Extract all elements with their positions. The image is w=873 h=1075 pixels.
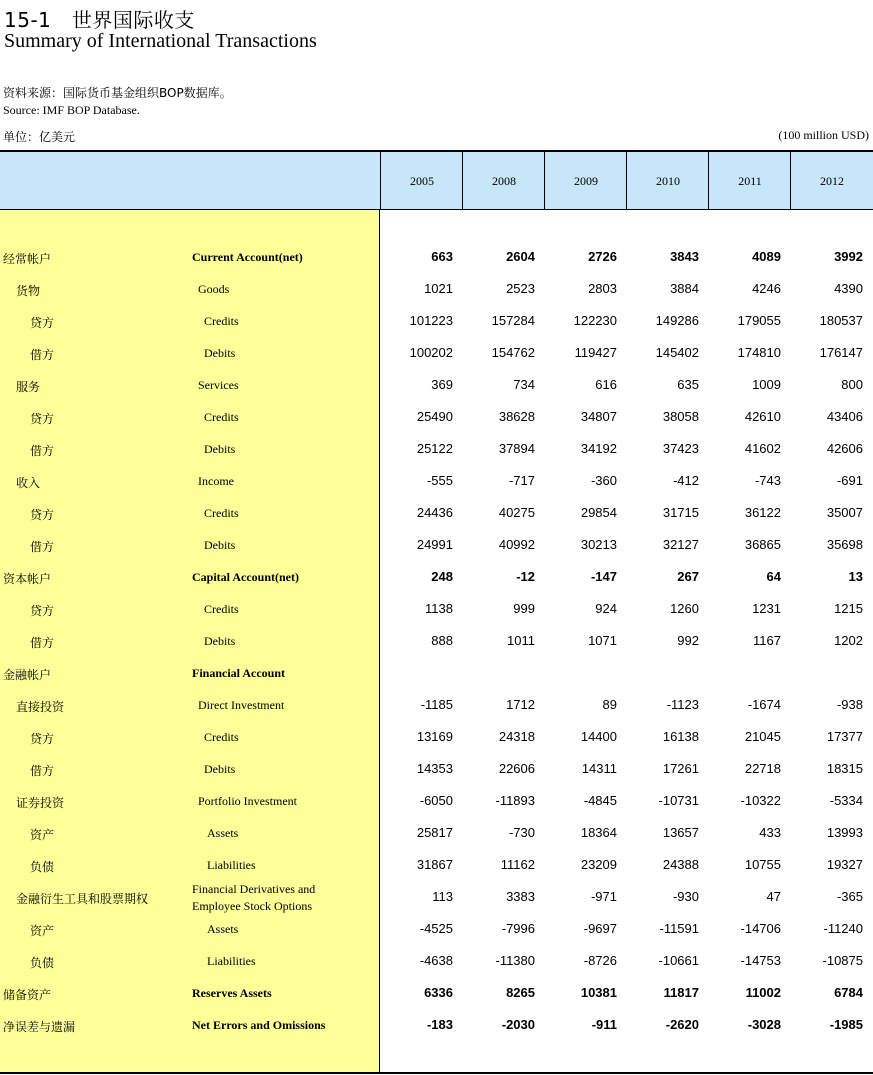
value-cell: 14400 — [580, 729, 617, 744]
table-row — [0, 818, 873, 850]
value-cell: 22718 — [744, 761, 781, 776]
value-cell: -10322 — [740, 793, 781, 808]
value-cell: -1674 — [747, 697, 781, 712]
value-cell: 800 — [841, 377, 863, 392]
table-row — [0, 306, 873, 338]
value-cell: 3992 — [834, 249, 863, 264]
row-label-en: Credits — [204, 506, 239, 520]
value-cell: 25490 — [416, 409, 453, 424]
value-cell: 267 — [677, 569, 699, 584]
row-label-cn: 贷方 — [30, 316, 55, 330]
value-cell: -9697 — [583, 921, 617, 936]
value-cell: 119427 — [574, 345, 617, 360]
row-label-en: Debits — [204, 634, 236, 648]
value-cell: -4638 — [419, 953, 453, 968]
value-cell: 1712 — [506, 697, 535, 712]
value-cell: -1185 — [420, 697, 453, 712]
row-label-en: Debits — [204, 442, 236, 456]
value-cell: 35698 — [826, 537, 863, 552]
value-cell: 4246 — [752, 281, 781, 296]
table-row — [0, 242, 873, 274]
header-divider — [626, 150, 627, 210]
value-cell: 433 — [759, 825, 781, 840]
value-cell: 6336 — [424, 985, 453, 1000]
value-cell: 1071 — [588, 633, 617, 648]
value-cell: 18315 — [826, 761, 863, 776]
value-cell: -1123 — [666, 697, 699, 712]
table-row — [0, 338, 873, 370]
value-cell: 11002 — [745, 985, 781, 1000]
value-cell: -11591 — [659, 921, 699, 936]
row-label-en: Services — [198, 378, 239, 392]
row-label-cn: 借方 — [30, 636, 55, 650]
value-cell: 2523 — [506, 281, 535, 296]
value-cell: 47 — [766, 889, 781, 904]
value-cell: 101223 — [409, 313, 453, 328]
table-row — [0, 690, 873, 722]
table-row — [0, 658, 873, 690]
row-label-cn: 贷方 — [30, 604, 55, 618]
row-label-cn: 贷方 — [30, 412, 55, 426]
value-cell: -10875 — [822, 953, 863, 968]
value-cell: -5334 — [829, 793, 863, 808]
value-cell: 13 — [848, 569, 863, 584]
value-cell: 6784 — [834, 985, 863, 1000]
table-row — [0, 274, 873, 306]
value-cell: 999 — [513, 601, 535, 616]
value-cell: -11240 — [823, 921, 863, 936]
row-label-en: Credits — [204, 314, 239, 328]
value-cell: -147 — [590, 569, 617, 584]
row-label-en: Credits — [204, 410, 239, 424]
value-cell: 34192 — [580, 441, 617, 456]
value-cell: 616 — [595, 377, 617, 392]
table-bottom-rule — [0, 1072, 873, 1074]
value-cell: 21045 — [744, 729, 781, 744]
row-label-cn: 金融帐户 — [3, 668, 52, 682]
year-header: 2005 — [410, 174, 434, 188]
table-row — [0, 914, 873, 946]
value-cell: 100202 — [409, 345, 453, 360]
value-cell: 1011 — [507, 633, 535, 648]
value-cell: 1215 — [834, 601, 863, 616]
value-cell: 38058 — [662, 409, 699, 424]
value-cell: 43406 — [826, 409, 863, 424]
value-cell: 157284 — [491, 313, 535, 328]
value-cell: 24318 — [498, 729, 535, 744]
value-cell: 3884 — [670, 281, 699, 296]
value-cell: 13169 — [416, 729, 453, 744]
value-cell: 180537 — [819, 313, 863, 328]
value-cell: -691 — [836, 473, 863, 488]
row-label-en: Assets — [207, 922, 239, 936]
row-label-cn: 资本帐户 — [3, 572, 52, 586]
value-cell: 31715 — [662, 505, 699, 520]
value-cell: 38628 — [498, 409, 535, 424]
value-cell: -743 — [754, 473, 781, 488]
row-label-cn: 借方 — [30, 444, 55, 458]
value-cell: -2620 — [665, 1017, 699, 1032]
year-header: 2009 — [574, 174, 598, 188]
unit-cn: 单位：亿美元 — [3, 130, 76, 144]
value-cell: -360 — [590, 473, 617, 488]
value-cell: 19327 — [826, 857, 863, 872]
value-cell: 13993 — [826, 825, 863, 840]
value-cell: 3843 — [670, 249, 699, 264]
value-cell: 888 — [431, 633, 453, 648]
row-label-cn: 负债 — [30, 860, 55, 874]
value-cell: 369 — [431, 377, 453, 392]
value-cell: 149286 — [655, 313, 699, 328]
value-cell: 17377 — [826, 729, 863, 744]
value-cell: -365 — [836, 889, 863, 904]
value-cell: 113 — [432, 889, 453, 904]
value-cell: 36865 — [744, 537, 781, 552]
value-cell: -412 — [672, 473, 699, 488]
value-cell: 89 — [602, 697, 617, 712]
value-cell: -11380 — [495, 953, 535, 968]
row-label-cn: 金融衍生工具和股票期权 — [16, 892, 149, 906]
value-cell: 1202 — [834, 633, 863, 648]
value-cell: 4390 — [834, 281, 863, 296]
table-row — [0, 562, 873, 594]
value-cell: 37894 — [498, 441, 535, 456]
row-label-cn: 负债 — [30, 956, 55, 970]
value-cell: 18364 — [580, 825, 617, 840]
value-cell: 2604 — [506, 249, 535, 264]
value-cell: 23209 — [580, 857, 617, 872]
table-row — [0, 978, 873, 1010]
value-cell: 1021 — [424, 281, 453, 296]
value-cell: 24991 — [416, 537, 453, 552]
value-cell: -555 — [426, 473, 453, 488]
value-cell: -12 — [516, 569, 535, 584]
value-cell: -11893 — [495, 793, 535, 808]
value-cell: -7996 — [501, 921, 535, 936]
row-label-cn: 净误差与遗漏 — [3, 1020, 76, 1034]
value-cell: -183 — [426, 1017, 453, 1032]
value-cell: 35007 — [826, 505, 863, 520]
table-row — [0, 754, 873, 786]
header-divider — [790, 150, 791, 210]
row-label-cn: 贷方 — [30, 732, 55, 746]
value-cell: 40992 — [498, 537, 535, 552]
title-en: Summary of International Transactions — [4, 30, 317, 52]
row-label-cn: 借方 — [30, 540, 55, 554]
row-label-cn: 服务 — [16, 380, 41, 394]
header-divider — [708, 150, 709, 210]
row-label-en: Direct Investment — [198, 698, 285, 712]
value-cell: 42606 — [826, 441, 863, 456]
value-cell: 4089 — [752, 249, 781, 264]
value-cell: 37423 — [662, 441, 699, 456]
value-cell: 11162 — [500, 857, 535, 872]
table-row — [0, 786, 873, 818]
value-cell: 1167 — [753, 633, 781, 648]
unit-en: (100 million USD) — [778, 128, 869, 142]
header-divider — [462, 150, 463, 210]
row-label-en: Assets — [207, 826, 239, 840]
table-row — [0, 1010, 873, 1042]
value-cell: 30213 — [580, 537, 617, 552]
value-cell: 41602 — [744, 441, 781, 456]
source-cn: 资料来源：国际货币基金组织BOP数据库。 — [3, 86, 232, 100]
value-cell: -1985 — [829, 1017, 863, 1032]
value-cell: 734 — [513, 377, 535, 392]
row-label-en: Liabilities — [207, 858, 256, 872]
row-label-en: Credits — [204, 602, 239, 616]
value-cell: 10381 — [580, 985, 617, 1000]
value-cell: 14353 — [416, 761, 453, 776]
year-header: 2011 — [738, 174, 762, 188]
header-divider — [380, 150, 381, 210]
value-cell: 663 — [431, 249, 453, 264]
table-row — [0, 402, 873, 434]
row-label-en: Portfolio Investment — [198, 794, 297, 808]
year-header: 2012 — [820, 174, 844, 188]
value-cell: 924 — [595, 601, 617, 616]
row-label-cn: 经常帐户 — [3, 252, 52, 266]
value-cell: 992 — [677, 633, 699, 648]
table-row — [0, 722, 873, 754]
table-row — [0, 850, 873, 882]
row-label-en: Net Errors and Omissions — [192, 1018, 326, 1032]
value-cell: 36122 — [744, 505, 781, 520]
value-cell: 1138 — [425, 601, 453, 616]
value-cell: 25122 — [416, 441, 453, 456]
value-cell: 174810 — [737, 345, 781, 360]
value-cell: -911 — [591, 1017, 617, 1032]
table-row — [0, 882, 873, 914]
value-cell: 16138 — [662, 729, 699, 744]
value-cell: 24388 — [662, 857, 699, 872]
value-cell: -938 — [836, 697, 863, 712]
value-cell: -8726 — [583, 953, 617, 968]
table-row — [0, 946, 873, 978]
value-cell: -14753 — [740, 953, 781, 968]
row-label-en: Current Account(net) — [192, 250, 303, 264]
row-label-cn: 贷方 — [30, 508, 55, 522]
header-divider — [544, 150, 545, 210]
value-cell: -3028 — [747, 1017, 781, 1032]
value-cell: 176147 — [819, 345, 863, 360]
value-cell: 22606 — [498, 761, 535, 776]
value-cell: 8265 — [506, 985, 535, 1000]
row-label-en: Credits — [204, 730, 239, 744]
value-cell: -2030 — [501, 1017, 535, 1032]
row-label-cn: 借方 — [30, 348, 55, 362]
value-cell: 64 — [766, 569, 781, 584]
table-row — [0, 594, 873, 626]
value-cell: 11817 — [663, 985, 699, 1000]
value-cell: 42610 — [744, 409, 781, 424]
row-label-en: Reserves Assets — [192, 986, 272, 1000]
value-cell: -10661 — [658, 953, 699, 968]
value-cell: -14706 — [740, 921, 781, 936]
value-cell: -10731 — [658, 793, 699, 808]
value-cell: 1231 — [752, 601, 781, 616]
row-label-cn: 借方 — [30, 764, 55, 778]
table-row — [0, 434, 873, 466]
value-cell: 179055 — [737, 313, 781, 328]
value-cell: 145402 — [655, 345, 699, 360]
value-cell: 25817 — [416, 825, 453, 840]
value-cell: -4525 — [419, 921, 453, 936]
value-cell: 1009 — [752, 377, 781, 392]
value-cell: 2803 — [588, 281, 617, 296]
table-row — [0, 370, 873, 402]
value-cell: -717 — [508, 473, 535, 488]
value-cell: -6050 — [419, 793, 453, 808]
row-label-cn: 储备资产 — [3, 988, 52, 1002]
value-cell: 31867 — [416, 857, 453, 872]
row-label-cn: 货物 — [16, 284, 41, 298]
table-row — [0, 466, 873, 498]
row-label-cn: 资产 — [30, 828, 55, 842]
year-header: 2010 — [656, 174, 680, 188]
source-en: Source: IMF BOP Database. — [3, 103, 140, 117]
row-label-cn: 直接投资 — [16, 700, 65, 714]
title-cn: 15-1 世界国际收支 — [4, 8, 195, 32]
value-cell: 14311 — [581, 761, 617, 776]
table-row — [0, 626, 873, 658]
year-header: 2008 — [492, 174, 516, 188]
value-cell: 635 — [677, 377, 699, 392]
row-label-cn: 收入 — [16, 476, 41, 490]
value-cell: 154762 — [491, 345, 535, 360]
row-label-en: Financial Account — [192, 666, 286, 680]
value-cell: -4845 — [583, 793, 617, 808]
value-cell: 17261 — [662, 761, 699, 776]
value-cell: -930 — [672, 889, 699, 904]
value-cell: -730 — [508, 825, 535, 840]
value-cell: 122230 — [573, 313, 617, 328]
row-label-en: Capital Account(net) — [192, 570, 299, 584]
value-cell: 32127 — [662, 537, 699, 552]
value-cell: 24436 — [416, 505, 453, 520]
row-label-en: Financial Derivatives and Employee Stock Options — [192, 882, 316, 913]
row-label-en: Income — [198, 474, 234, 488]
table-row — [0, 498, 873, 530]
value-cell: 10755 — [744, 857, 781, 872]
transactions-table — [0, 150, 873, 1075]
value-cell: 3383 — [506, 889, 535, 904]
row-label-en: Debits — [204, 346, 236, 360]
value-cell: 2726 — [588, 249, 617, 264]
row-label-en: Liabilities — [207, 954, 256, 968]
value-cell: 248 — [431, 569, 453, 584]
row-label-en: Debits — [204, 762, 236, 776]
value-cell: 1260 — [670, 601, 699, 616]
value-cell: 29854 — [580, 505, 617, 520]
row-label-cn: 证券投资 — [16, 796, 65, 810]
row-label-cn: 资产 — [30, 924, 55, 938]
table-row — [0, 530, 873, 562]
value-cell: 40275 — [498, 505, 535, 520]
row-label-en: Debits — [204, 538, 236, 552]
value-cell: 34807 — [580, 409, 617, 424]
value-cell: 13657 — [662, 825, 699, 840]
row-label-en: Goods — [198, 282, 230, 296]
value-cell: -971 — [590, 889, 617, 904]
